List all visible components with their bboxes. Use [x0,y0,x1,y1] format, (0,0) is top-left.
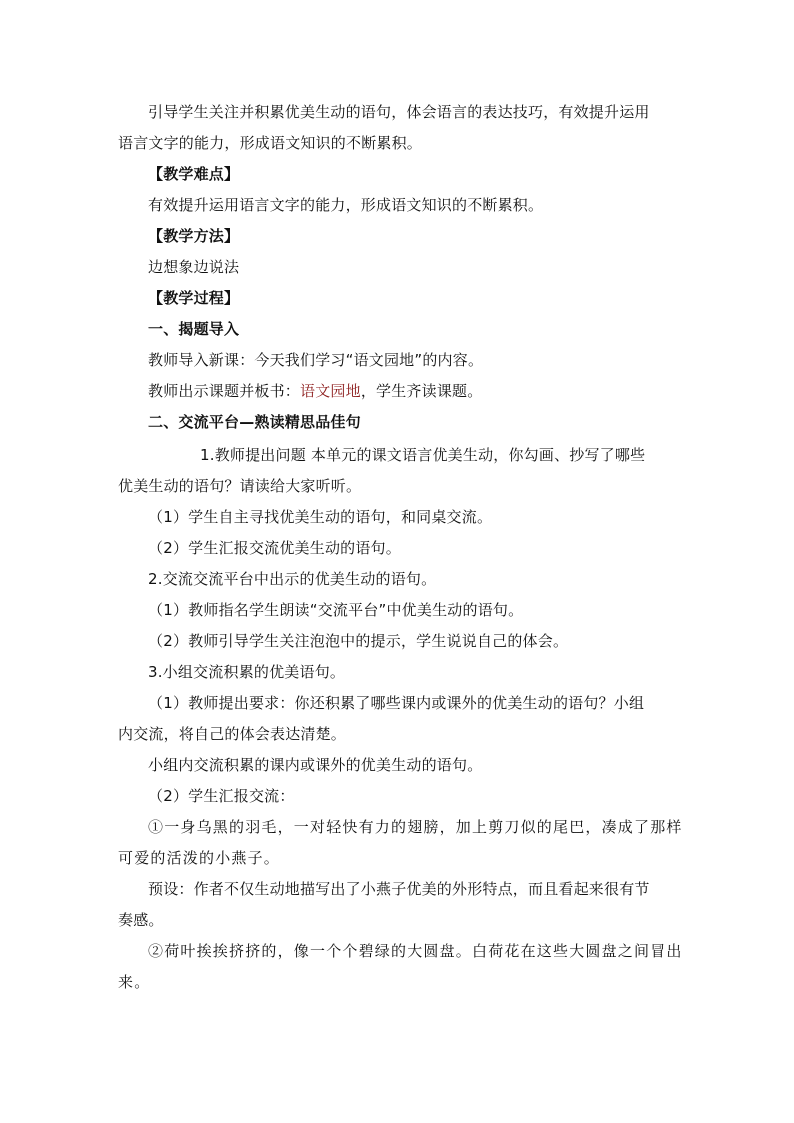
question-1-item-a: （1）学生自主寻找优美生动的语句，和同桌交流。 [148,508,493,526]
question-3-item-a-line-1: （1）教师提出要求：你还积累了哪些课内或课外的优美生动的语句？小组 [148,694,645,712]
course-title-highlight: 语文园地 [300,382,361,400]
section-1-paragraph-2 [148,381,482,401]
question-2: 2.交流交流平台中出示的优美生动的语句。 [148,570,437,588]
objective-paragraph-line-2: 语言文字的能力，形成语文知识的不断累积。 [118,134,423,152]
section-1-paragraph-1: 教师导入新课：今天我们学习“语文园地”的内容。 [148,351,484,369]
question-1-line-2: 优美生动的语句？请读给大家听听。 [118,477,362,495]
example-1-line-1: ①一身乌黑的羽毛，一对轻快有力的翅膀，加上剪刀似的尾巴，凑成了那样 [148,818,683,836]
heading-teaching-process: 【教学过程】 [148,289,240,307]
heading-teaching-method: 【教学方法】 [148,227,240,245]
question-3-item-a-line-2: 内交流，将自己的体会表达清楚。 [118,725,347,743]
question-1-line-1: 1.教师提出问题 本单元的课文语言优美生动，你勾画、抄写了哪些 [200,446,646,464]
question-3-item-b: （2）学生汇报交流： [148,787,295,805]
example-2-line-2: 来。 [118,973,151,991]
objective-paragraph-line-1: 引导学生关注并积累优美生动的语句，体会语言的表达技巧，有效提升运用 [148,103,650,121]
example-1-line-2: 可爱的活泼的小燕子。 [118,849,281,867]
difficulty-text: 有效提升运用语言文字的能力，形成语文知识的不断累积。 [148,196,544,214]
question-2-item-a: （1）教师指名学生朗读“交流平台”中优美生动的语句。 [148,601,524,619]
section-1-title: 一、揭题导入 [148,320,240,338]
section-2-title: 二、交流平台—熟读精思品佳句 [148,413,361,431]
example-2-line-1: ②荷叶挨挨挤挤的，像一个个碧绿的大圆盘。白荷花在这些大圆盘之间冒出 [148,942,683,960]
heading-teaching-difficulty: 【教学难点】 [148,165,240,183]
preset-1-line-1: 预设：作者不仅生动地描写出了小燕子优美的外形特点，而且看起来很有节 [148,880,650,898]
question-3: 3.小组交流积累的优美语句。 [148,663,346,681]
question-3-text: 小组内交流积累的课内或课外的优美生动的语句。 [148,756,483,774]
preset-1-line-2: 奏感。 [118,911,164,929]
paragraph-text: 教师出示课题并板书： [148,382,301,400]
paragraph-text: ，学生齐读课题。 [360,382,483,400]
method-text: 边想象边说法 [148,258,240,276]
question-1-item-b: （2）学生汇报交流优美生动的语句。 [148,539,401,557]
question-2-item-b: （2）教师引导学生关注泡泡中的提示，学生说说自己的体会。 [148,632,569,650]
